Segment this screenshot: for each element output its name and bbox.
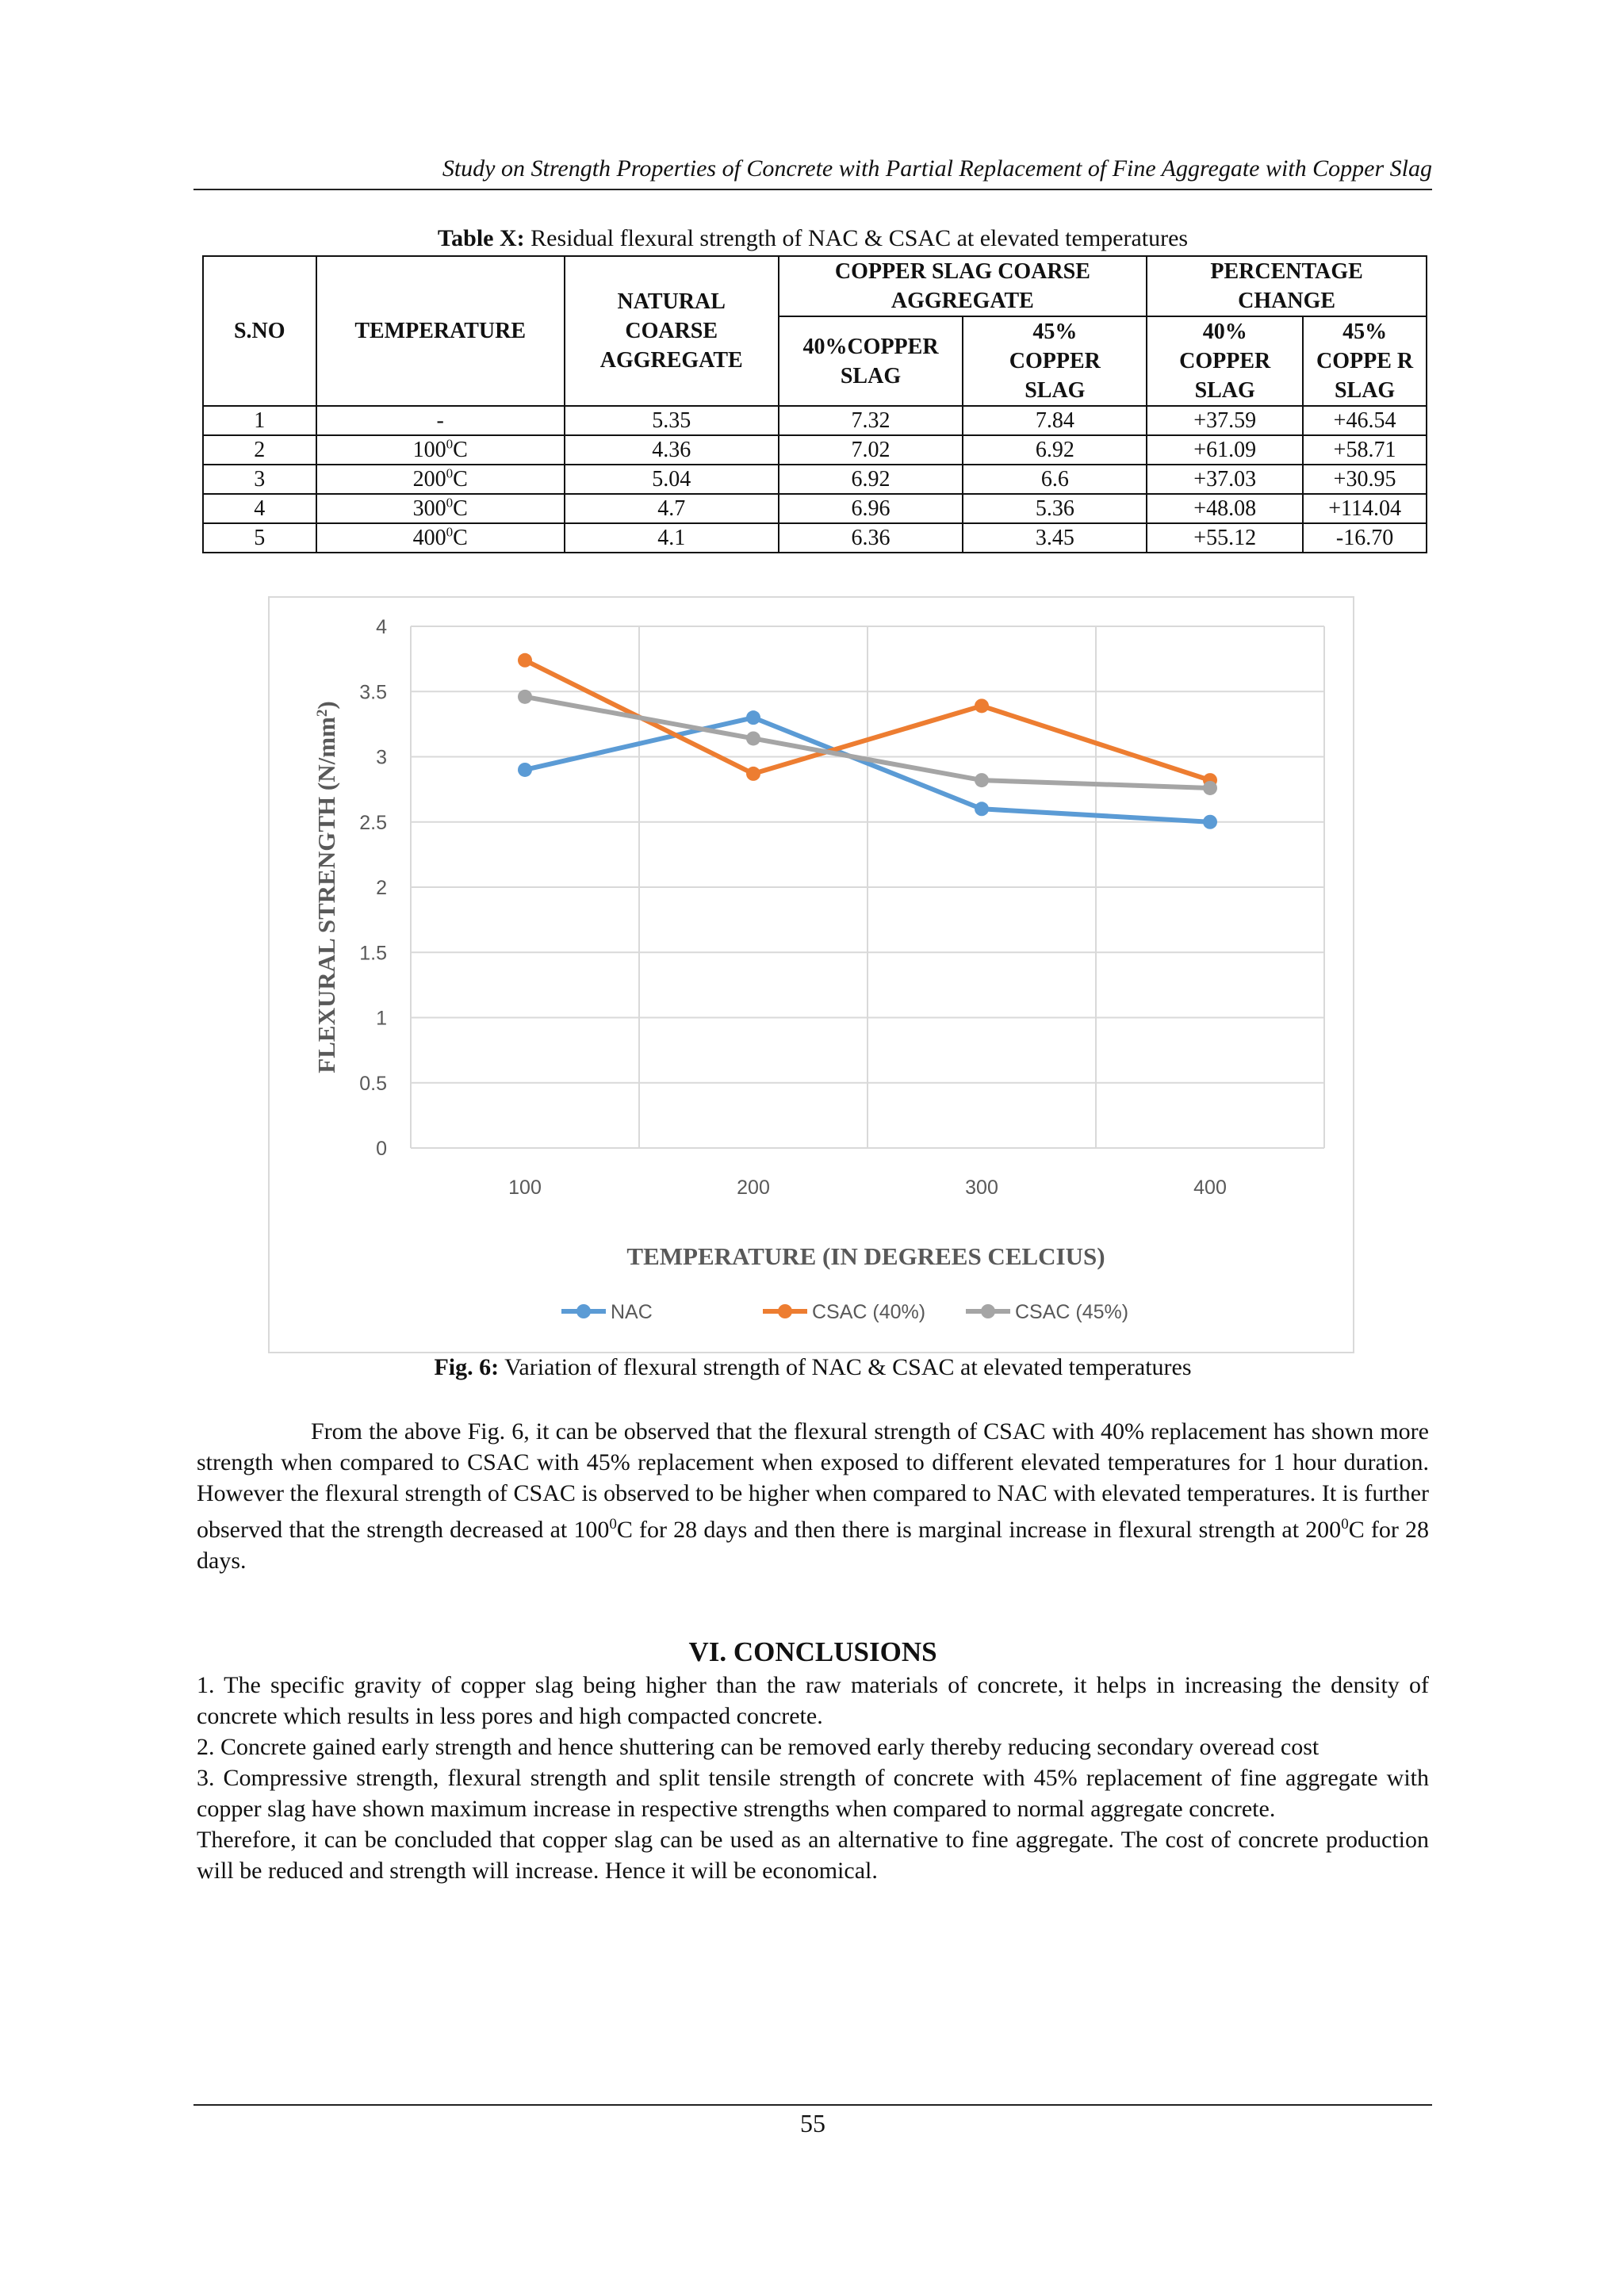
- x-tick-label: 100: [508, 1177, 542, 1199]
- y-tick-label: 1: [376, 1007, 387, 1030]
- footer-rule: [193, 2104, 1432, 2106]
- flexural-strength-chart: [270, 598, 1353, 1352]
- cell-natural-coarse-aggregate: 4.1: [565, 523, 779, 553]
- cell-temperature: [316, 523, 565, 553]
- discussion-text-part3: C for 28 days.: [197, 1517, 1429, 1574]
- cell-temperature: [316, 406, 565, 435]
- data-point: [975, 802, 989, 816]
- legend-marker: [981, 1304, 995, 1318]
- discussion-paragraph: [197, 1416, 1429, 1576]
- temperature-value: 100: [412, 438, 446, 462]
- legend-label: NAC: [611, 1301, 653, 1323]
- y-axis-title-text: FLEXURAL STRENGTH (N/mm: [312, 717, 340, 1073]
- y-tick-label: 3: [376, 746, 387, 769]
- degree-superscript: 0: [1341, 1516, 1349, 1533]
- data-point: [746, 767, 760, 781]
- temperature-value: 300: [412, 496, 446, 521]
- conclusion-item: 2. Concrete gained early strength and hence shuttering can be removed early thereby reducing secondary overead cost: [197, 1734, 1320, 1760]
- y-tick-label: 0: [376, 1138, 387, 1160]
- data-point: [518, 653, 532, 668]
- degree-superscript: 0: [446, 524, 454, 540]
- cell-sno: 4: [203, 494, 316, 523]
- y-tick-label: 0.5: [359, 1072, 387, 1095]
- y-axis-title: [312, 701, 340, 1073]
- data-point: [1203, 781, 1217, 795]
- legend-marker: [778, 1304, 792, 1318]
- degree-superscript: 0: [446, 436, 454, 452]
- cell-percentage-change-40: +55.12: [1147, 523, 1303, 553]
- cell-temperature: [316, 435, 565, 465]
- table-body: [203, 406, 1427, 553]
- conclusion-summary: Therefore, it can be concluded that copper slag can be used as an alternative to fine aggregate. The cost of concrete production will be reduced and strength will increase. Hence it will be economical.: [197, 1827, 1429, 1884]
- chart-frame: [268, 596, 1354, 1353]
- y-tick-label: 2: [376, 877, 387, 899]
- degree-superscript: 0: [446, 495, 454, 511]
- table-row: [203, 494, 1427, 523]
- header-rule: [193, 189, 1432, 190]
- x-tick-label: 400: [1193, 1177, 1227, 1199]
- y-axis-title-end: ): [312, 701, 340, 710]
- data-point: [746, 731, 760, 745]
- degree-superscript: 0: [609, 1516, 617, 1533]
- cell-percentage-change-45: +30.95: [1303, 465, 1427, 494]
- cell-percentage-change-40: +37.03: [1147, 465, 1303, 494]
- header-pc-45-copper-slag: 45% COPPE R SLAG: [1303, 316, 1427, 406]
- cell-natural-coarse-aggregate: 5.04: [565, 465, 779, 494]
- discussion-text-part1: From the above Fig. 6, it can be observed that the flexural strength of CSAC with 40% replacement has shown more strength when compared to CSAC with 45% replacement when exposed to different elevated temperatures for 1 hour duration. However the flexural strength of CSAC is observed to be higher when compared to NAC with elevated temperatures. It is further observed that the strength decreased at 100: [197, 1418, 1429, 1543]
- cell-40-copper-slag: 7.02: [779, 435, 963, 465]
- page-number: 55: [800, 2109, 825, 2137]
- cell-percentage-change-45: -16.70: [1303, 523, 1427, 553]
- legend-label: CSAC (45%): [1015, 1301, 1129, 1323]
- figure-caption-text: Variation of flexural strength of NAC & CSAC at elevated temperatures: [499, 1354, 1192, 1380]
- discussion-text-part2: C for 28 days and then there is marginal increase in flexural strength at 200: [616, 1517, 1342, 1543]
- temperature-unit: C: [453, 526, 468, 550]
- cell-sno: 2: [203, 435, 316, 465]
- table-caption-text: Residual flexural strength of NAC & CSAC at elevated temperatures: [524, 225, 1189, 251]
- conclusion-item: 1. The specific gravity of copper slag being higher than the raw materials of concrete, it helps in increasing the density of concrete which results in less pores and high compacted concrete.: [197, 1672, 1429, 1729]
- table-row: [203, 465, 1427, 494]
- cell-percentage-change-40: +61.09: [1147, 435, 1303, 465]
- data-point: [518, 763, 532, 777]
- cell-sno: 1: [203, 406, 316, 435]
- cell-natural-coarse-aggregate: 4.7: [565, 494, 779, 523]
- data-point: [975, 773, 989, 787]
- cell-45-copper-slag: 5.36: [963, 494, 1147, 523]
- conclusions-list: [197, 1670, 1429, 1886]
- table-row: [203, 406, 1427, 435]
- data-point: [1203, 815, 1217, 829]
- cell-sno: 3: [203, 465, 316, 494]
- cell-natural-coarse-aggregate: 5.35: [565, 406, 779, 435]
- temperature-value: 200: [412, 467, 446, 492]
- cell-percentage-change-45: +114.04: [1303, 494, 1427, 523]
- cell-percentage-change-40: +37.59: [1147, 406, 1303, 435]
- data-point: [746, 710, 760, 725]
- conclusions-heading: VI. CONCLUSIONS: [688, 1636, 937, 1667]
- cell-45-copper-slag: 6.92: [963, 435, 1147, 465]
- cell-temperature: [316, 465, 565, 494]
- header-45-copper-slag: 45% COPPER SLAG: [963, 316, 1147, 406]
- cell-percentage-change-45: +46.54: [1303, 406, 1427, 435]
- cell-temperature: [316, 494, 565, 523]
- cell-45-copper-slag: 3.45: [963, 523, 1147, 553]
- cell-natural-coarse-aggregate: 4.36: [565, 435, 779, 465]
- x-tick-label: 200: [737, 1177, 770, 1199]
- cell-45-copper-slag: 6.6: [963, 465, 1147, 494]
- running-title: Study on Strength Properties of Concrete with Partial Replacement of Fine Aggregate with Copper Slag: [442, 155, 1432, 182]
- header-40-copper-slag: 40%COPPER SLAG: [779, 316, 963, 406]
- header-sno: S.NO: [203, 256, 316, 406]
- degree-superscript: 0: [446, 465, 454, 481]
- table-row: [203, 435, 1427, 465]
- data-point: [518, 690, 532, 704]
- figure-caption-label: Fig. 6:: [434, 1354, 500, 1380]
- y-tick-label: 4: [376, 616, 387, 638]
- cell-40-copper-slag: 6.36: [779, 523, 963, 553]
- header-copper-slag-coarse-aggregate: COPPER SLAG COARSE AGGREGATE: [779, 256, 1147, 316]
- temperature-value: -: [436, 408, 444, 433]
- temperature-unit: C: [453, 467, 468, 492]
- flexural-strength-table: [202, 255, 1427, 553]
- cell-sno: 5: [203, 523, 316, 553]
- header-natural-coarse-aggregate: NATURAL COARSE AGGREGATE: [565, 256, 779, 406]
- table-caption: [193, 225, 1432, 252]
- table-row: [203, 523, 1427, 553]
- legend-label: CSAC (40%): [812, 1301, 926, 1323]
- cell-45-copper-slag: 7.84: [963, 406, 1147, 435]
- x-axis-title: TEMPERATURE (IN DEGREES CELCIUS): [626, 1242, 1105, 1270]
- cell-40-copper-slag: 6.96: [779, 494, 963, 523]
- y-tick-label: 2.5: [359, 811, 387, 834]
- header-percentage-change: PERCENTAGE CHANGE: [1147, 256, 1427, 316]
- conclusion-item: 3. Compressive strength, flexural strength and split tensile strength of concrete with 45% replacement of fine aggregate with copper slag have shown maximum increase in respective strengths when compared to normal aggregate concrete.: [197, 1765, 1429, 1822]
- temperature-unit: C: [453, 438, 468, 462]
- y-tick-label: 3.5: [359, 681, 387, 704]
- header-temperature: TEMPERATURE: [316, 256, 565, 406]
- cell-percentage-change-40: +48.08: [1147, 494, 1303, 523]
- table-caption-label: Table X:: [437, 225, 525, 251]
- cell-40-copper-slag: 6.92: [779, 465, 963, 494]
- legend-marker: [576, 1304, 591, 1318]
- cell-40-copper-slag: 7.32: [779, 406, 963, 435]
- temperature-unit: C: [453, 496, 468, 521]
- y-tick-label: 1.5: [359, 942, 387, 965]
- data-point: [975, 698, 989, 713]
- x-tick-label: 300: [965, 1177, 998, 1199]
- cell-percentage-change-45: +58.71: [1303, 435, 1427, 465]
- y-axis-title-superscript: 2: [314, 709, 331, 718]
- header-pc-40-copper-slag: 40% COPPER SLAG: [1147, 316, 1303, 406]
- temperature-value: 400: [412, 526, 446, 550]
- figure-caption: [193, 1354, 1432, 1381]
